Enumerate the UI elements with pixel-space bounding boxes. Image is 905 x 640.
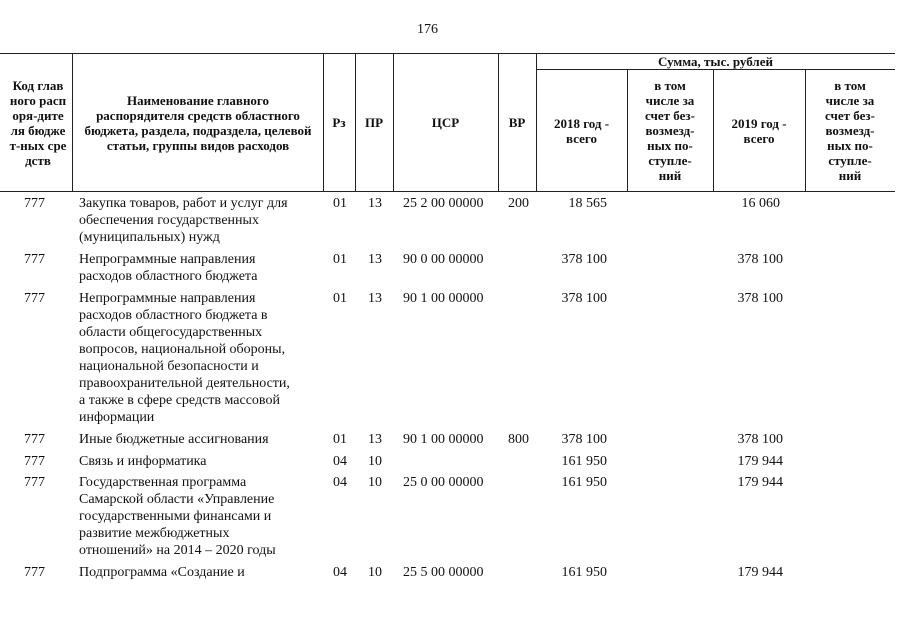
cell-code: 777 [24,432,45,447]
cell-name: Закупка товаров, работ и услуг для обеспечения государственных (муниципальных) нужд [79,196,288,245]
header-2018-incl: в том числе за счет без-возмезд-ных по-ступле-ний [645,78,695,183]
cell-name: Непрограммные направления расходов областного бюджета [79,252,258,284]
header-2019-incl: в том числе за счет без-возмезд-ных по-ступле-ний [825,78,875,183]
cell-rz: 01 [333,252,347,267]
cell-2018-total: 378 100 [561,291,607,306]
cell-pr: 10 [368,454,382,469]
header-sum: Сумма, тыс. рублей [658,54,773,69]
cell-name: Иные бюджетные ассигнования [79,432,269,447]
cell-pr: 10 [368,475,382,490]
cell-csr: 90 0 00 00000 [403,252,484,267]
cell-2019-total: 179 944 [737,454,783,469]
cell-csr: 25 2 00 00000 [403,196,484,211]
cell-code: 777 [24,454,45,469]
header-bottom-border [0,191,895,192]
cell-2019-total: 378 100 [737,252,783,267]
cell-2018-total: 378 100 [561,252,607,267]
cell-2019-total: 179 944 [737,565,783,580]
cell-pr: 10 [368,565,382,580]
cell-rz: 01 [333,196,347,211]
cell-code: 777 [24,252,45,267]
cell-name: Подпрограмма «Создание и [79,565,245,580]
cell-name: Государственная программа Самарской области «Управление государственными финансами и развитие межбюджетных отношений» на 2014 – 2020 годы [79,475,276,558]
cell-2018-total: 161 950 [561,475,607,490]
cell-2019-total: 378 100 [737,291,783,306]
header-rz: Рз [332,115,346,130]
cell-2019-total: 179 944 [737,475,783,490]
cell-rz: 01 [333,432,347,447]
cell-pr: 13 [368,432,382,447]
header-pr: ПР [364,115,384,130]
header-vr: ВР [508,115,526,130]
cell-code: 777 [24,565,45,580]
cell-name: Непрограммные направления расходов областного бюджета в области общегосударственных вопросов, национальной обороны, национальной безопасности и правоохранительной деятельности, а также в сфере средств массовой информации [79,291,290,425]
header-code: Код главного распоря-дителя бюджет-ных средств [9,77,67,168]
cell-code: 777 [24,196,45,211]
cell-name: Связь и информатика [79,454,207,469]
header-name: Наименование главного распорядителя средств областного бюджета, раздела, подраздела, целевой статьи, группы видов расходов [84,92,312,153]
page-number: 176 [417,22,438,37]
cell-pr: 13 [368,252,382,267]
cell-vr: 200 [508,196,529,211]
cell-pr: 13 [368,196,382,211]
cell-csr: 25 0 00 00000 [403,475,484,490]
cell-rz: 01 [333,291,347,306]
cell-2018-total: 378 100 [561,432,607,447]
cell-rz: 04 [333,475,347,490]
cell-rz: 04 [333,565,347,580]
cell-2019-total: 16 060 [741,196,780,211]
cell-vr: 800 [508,432,529,447]
cell-2018-total: 18 565 [568,196,607,211]
cell-2019-total: 378 100 [737,432,783,447]
cell-csr: 90 1 00 00000 [403,291,484,306]
cell-2018-total: 161 950 [561,454,607,469]
cell-pr: 13 [368,291,382,306]
cell-code: 777 [24,291,45,306]
cell-csr: 25 5 00 00000 [403,565,484,580]
header-2019-total: 2019 год - всего [731,115,787,146]
cell-code: 777 [24,475,45,490]
header-csr: ЦСР [431,115,460,130]
cell-rz: 04 [333,454,347,469]
cell-csr: 90 1 00 00000 [403,432,484,447]
cell-2018-total: 161 950 [561,565,607,580]
header-2018-total: 2018 год - всего [553,115,610,146]
